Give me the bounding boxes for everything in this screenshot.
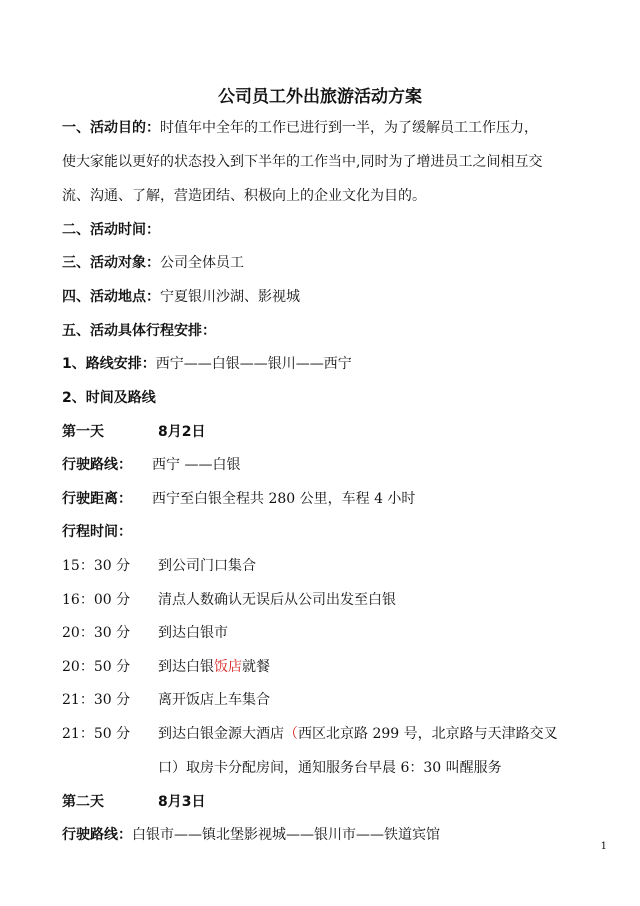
schedule-time: 20：50 分 xyxy=(62,659,131,675)
day2-route-value: 白银市——镇北堡影视城——银川市——铁道宾馆 xyxy=(132,827,440,843)
target-label: 三、活动对象： xyxy=(62,255,160,271)
schedule-label: 五、活动具体行程安排： xyxy=(62,323,216,339)
schedule-item xyxy=(62,623,228,643)
day1-schedule-label: 行程时间： xyxy=(62,524,132,540)
purpose-line-2: 使大家能以更好的状态投入到下半年的工作当中,同时为了增进员工之间相互交 xyxy=(62,154,543,170)
purpose-text-1: 时值年中全年的工作已进行到一半，为了缓解员工工作压力， xyxy=(160,120,538,136)
day1-distance-line xyxy=(62,489,415,509)
route-value: 西宁——白银——银川——西宁 xyxy=(155,356,352,372)
schedule-text-a: 到达白银 xyxy=(158,659,214,675)
day1-date: 8月2日 xyxy=(158,424,206,440)
day1-route-value: 西宁 ——白银 xyxy=(152,457,241,473)
schedule-item xyxy=(62,590,396,610)
schedule-text-a: 到达白银金源大酒店 xyxy=(158,726,284,742)
schedule-time: 15：30 分 xyxy=(62,558,131,574)
page-number: 1 xyxy=(600,841,607,852)
schedule-text-b: 西区北京路 299 号，北京路与天津路交叉 xyxy=(298,726,558,742)
schedule-text: 到达白银市 xyxy=(158,625,228,641)
day2-route-label: 行驶路线： xyxy=(62,827,132,843)
day2-date: 8月3日 xyxy=(158,794,206,810)
day1-label: 第一天 xyxy=(62,424,104,440)
schedule-time: 21：30 分 xyxy=(62,692,131,708)
schedule-item xyxy=(62,556,256,576)
day1-line xyxy=(62,422,205,442)
schedule-text: 到公司门口集合 xyxy=(158,558,256,574)
purpose-line-1 xyxy=(62,118,538,138)
purpose-line-3: 流、沟通、了解，营造团结、积极向上的企业文化为目的。 xyxy=(62,188,426,204)
schedule-time: 21：50 分 xyxy=(62,726,131,742)
time-label: 二、活动时间： xyxy=(62,222,160,238)
page-title: 公司员工外出旅游活动方案 xyxy=(218,87,422,107)
schedule-text-b: 就餐 xyxy=(242,659,270,675)
target-value: 公司全体员工 xyxy=(160,255,244,271)
day1-distance-label: 行驶距离： xyxy=(62,491,132,507)
schedule-item xyxy=(62,724,558,744)
schedule-time: 20：30 分 xyxy=(62,625,131,641)
schedule-item-continuation: 口）取房卡分配房间，通知服务台早晨 6：30 叫醒服务 xyxy=(158,760,502,776)
day1-distance-value: 西宁至白银全程共 280 公里，车程 4 小时 xyxy=(152,491,416,507)
schedule-text-highlight: （ xyxy=(284,726,298,742)
day2-line xyxy=(62,792,205,812)
schedule-text: 清点人数确认无误后从公司出发至白银 xyxy=(158,592,396,608)
route-label: 1、路线安排： xyxy=(62,356,156,372)
day2-route-line xyxy=(62,825,440,845)
day1-route-line xyxy=(62,455,240,475)
schedule-text: 离开饭店上车集合 xyxy=(158,692,270,708)
day2-label: 第二天 xyxy=(62,794,104,810)
schedule-item xyxy=(62,690,270,710)
schedule-text-highlight: 饭店 xyxy=(214,659,242,675)
location-value: 宁夏银川沙湖、影视城 xyxy=(160,289,300,305)
location-line xyxy=(62,287,300,307)
day1-route-label: 行驶路线： xyxy=(62,457,132,473)
target-line xyxy=(62,253,244,273)
schedule-time: 16：00 分 xyxy=(62,592,131,608)
time-route-label: 2、时间及路线 xyxy=(62,390,156,406)
location-label: 四、活动地点： xyxy=(62,289,160,305)
schedule-item xyxy=(62,657,270,677)
route-line xyxy=(62,354,352,374)
purpose-label: 一、活动目的： xyxy=(62,120,160,136)
